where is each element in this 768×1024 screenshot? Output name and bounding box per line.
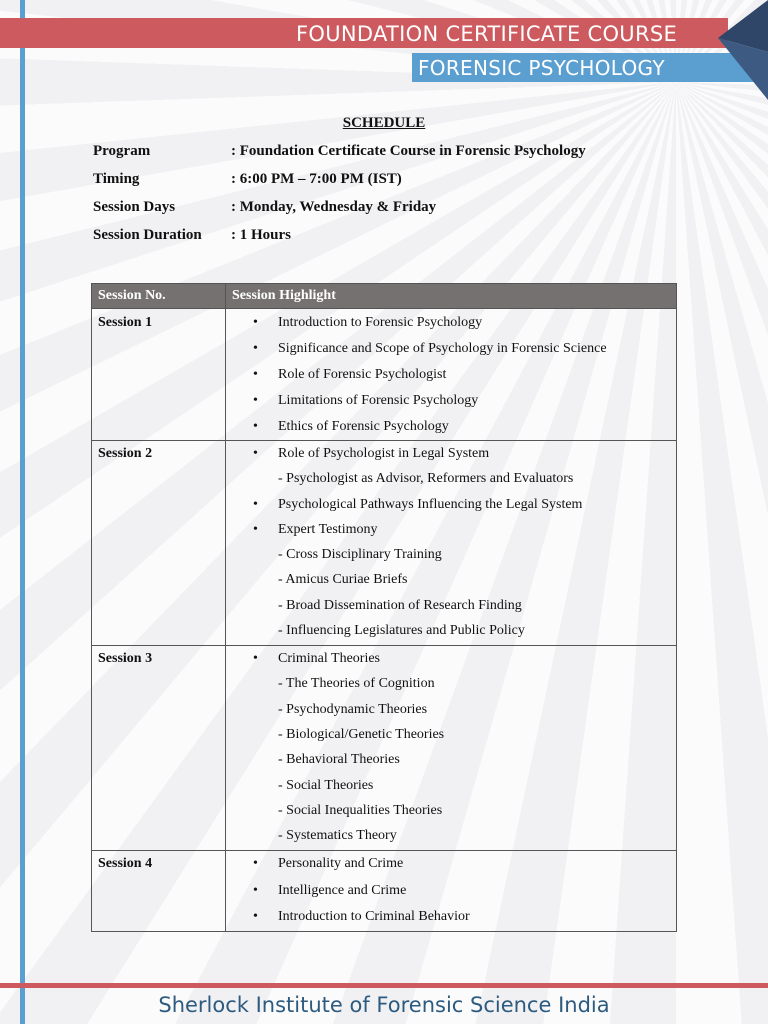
table-row <box>92 851 677 932</box>
table-row <box>92 309 677 441</box>
list-item: • Criminal Theories <box>226 650 676 668</box>
session-label: Session 4 <box>98 856 153 872</box>
schedule-table <box>91 283 677 932</box>
sub-list-item: - Systematics Theory <box>278 828 397 844</box>
info-row-session-days <box>93 199 436 216</box>
header-session-no: Session No. <box>92 284 226 309</box>
course-title: FOUNDATION CERTIFICATE COURSE <box>296 22 678 46</box>
list-item: • Personality and Crime <box>226 855 676 873</box>
sub-list-item: - Amicus Curiae Briefs <box>278 572 408 588</box>
highlight-cell <box>226 851 677 932</box>
header-session-highlight: Session Highlight <box>226 284 677 309</box>
sub-list-item: - Social Theories <box>278 777 374 793</box>
session-cell <box>92 309 226 441</box>
schedule-title: SCHEDULE <box>342 115 426 131</box>
list-item: • Introduction to Forensic Psychology <box>226 314 676 332</box>
highlight-cell <box>226 441 677 646</box>
list-item: • Significance and Scope of Psychology in Forensic Science <box>226 340 676 358</box>
session-label: Session 1 <box>98 315 153 330</box>
info-value: : 1 Hours <box>231 227 291 243</box>
session-cell <box>92 441 226 646</box>
info-value: : Foundation Certificate Course in Forensic Psychology <box>231 143 586 159</box>
session-label: Session 2 <box>98 446 153 461</box>
info-row-program <box>93 143 586 160</box>
info-label: Timing <box>93 171 140 187</box>
sub-list-item: - Social Inequalities Theories <box>278 802 443 818</box>
left-accent-bar <box>20 0 25 1024</box>
session-label: Session 3 <box>98 651 153 667</box>
list-item: • Expert Testimony <box>226 521 676 539</box>
list-item: • Role of Psychologist in Legal System <box>226 445 676 463</box>
info-label: Session Duration <box>93 227 202 243</box>
info-label: Program <box>93 143 151 159</box>
table-body <box>92 309 677 932</box>
list-item: • Psychological Pathways Influencing the Legal System <box>226 496 676 514</box>
sub-list-item: - Psychologist as Advisor, Reformers and Evaluators <box>278 471 574 487</box>
info-row-session-duration <box>93 227 291 244</box>
info-row-timing <box>93 171 402 188</box>
session-cell <box>92 646 226 851</box>
corner-decoration <box>708 0 768 100</box>
table-row <box>92 441 677 646</box>
session-cell <box>92 851 226 932</box>
sub-list-item: - The Theories of Cognition <box>278 676 435 692</box>
sub-list-item: - Behavioral Theories <box>278 752 400 768</box>
highlight-list <box>226 314 676 436</box>
list-item: • Introduction to Criminal Behavior <box>226 908 676 926</box>
list-item: • Role of Forensic Psychologist <box>226 366 676 384</box>
highlight-list <box>226 855 676 926</box>
highlight-list <box>226 650 676 845</box>
sub-list-item: - Broad Dissemination of Research Finding <box>278 597 522 613</box>
sub-list-item: - Cross Disciplinary Training <box>278 547 442 563</box>
info-value: : 6:00 PM – 7:00 PM (IST) <box>231 171 402 187</box>
highlight-cell <box>226 309 677 441</box>
footer-divider <box>0 983 768 988</box>
table-header-row <box>92 284 677 309</box>
sub-list-item: - Influencing Legislatures and Public Policy <box>278 623 525 639</box>
footer-institute-name: Sherlock Institute of Forensic Science India <box>158 993 610 1017</box>
sub-list-item: - Psychodynamic Theories <box>278 701 428 717</box>
table-row <box>92 646 677 851</box>
course-subject: FORENSIC PSYCHOLOGY <box>418 56 665 80</box>
sub-list-item: - Biological/Genetic Theories <box>278 726 445 742</box>
info-label: Session Days <box>93 199 176 215</box>
list-item: • Ethics of Forensic Psychology <box>226 418 676 436</box>
list-item: • Limitations of Forensic Psychology <box>226 392 676 410</box>
list-item: • Intelligence and Crime <box>226 882 676 900</box>
info-value: : Monday, Wednesday & Friday <box>231 199 437 215</box>
highlight-cell <box>226 646 677 851</box>
highlight-list <box>226 445 676 640</box>
